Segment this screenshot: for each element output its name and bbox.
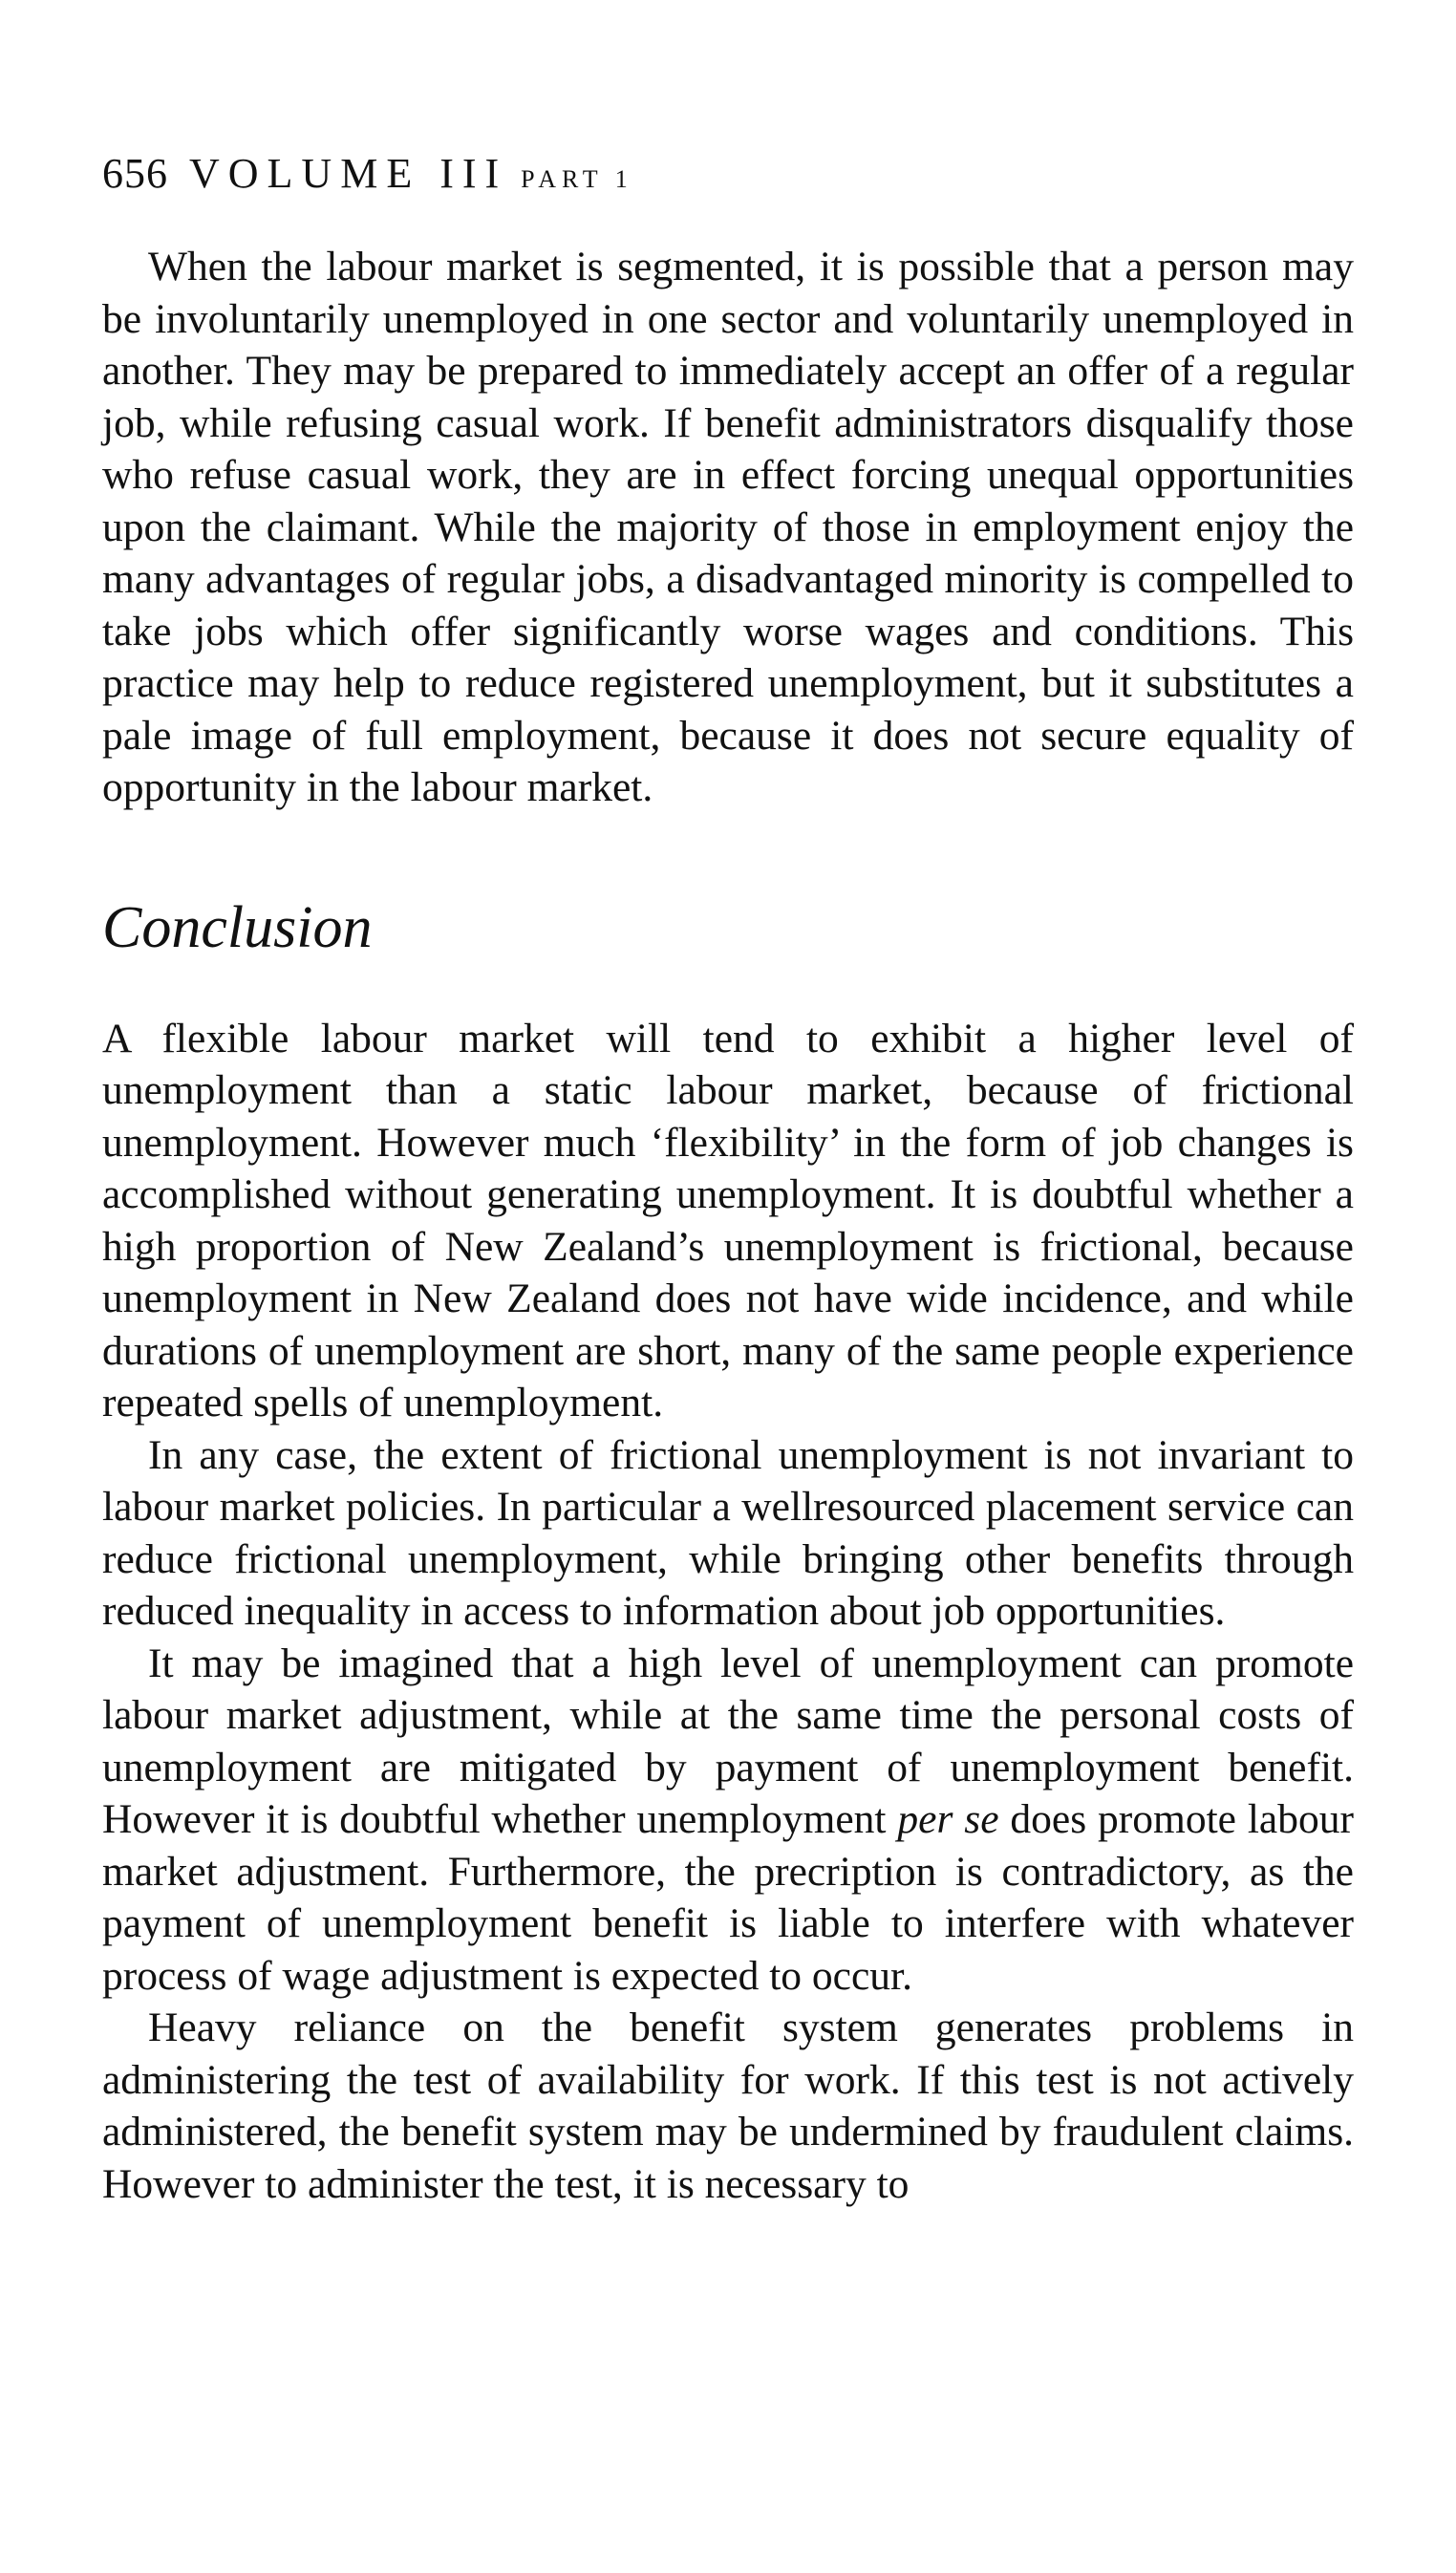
running-head <box>102 150 1354 197</box>
paragraph-adjustment <box>102 1638 1354 2003</box>
paragraph-adjustment-text-b: does promote labour market adjustment. Furthermore, the precription is contradictory, as the payment of unemployment benefit is liable to interfere with whatever process of wage adjustment is expected to occur. <box>102 1796 1354 1999</box>
paragraph-segmented-labour-market: When the labour market is segmented, it is possible that a person may be involuntarily unemployed in one sector and voluntarily unemployed in another. They may be prepared to immediately accept an offer of a regular job, while refusing casual work. If benefit administrators disqualify those who refuse casual work, they are in effect forcing unequal opportunities upon the claimant. While the majority of those in employment enjoy the many advantages of regular jobs, a disadvantaged minority is compelled to take jobs which offer significantly worse wages and conditions. This practice may help to reduce registered unemployment, but it substitutes a pale image of full employment, because it does not secure equality of opportunity in the labour market. <box>102 244 1354 810</box>
paragraph-adjustment-italic: per se <box>897 1796 999 1842</box>
volume-label: VOLUME III <box>189 150 508 197</box>
section-heading: Conclusion <box>102 894 373 960</box>
paragraph-adjustment-text-a: It may be imagined that a high level of unemployment can promote labour market adjustment, while at the same time the personal costs of unemployment are mitigated by payment of unemployment benefit. However it is doubtful whether unemployment <box>102 1640 1354 1842</box>
page-number: 656 <box>102 150 168 197</box>
book-page <box>102 150 1354 2210</box>
part-label: PART 1 <box>521 165 633 193</box>
paragraph-frictional-unemployment: In any case, the extent of frictional unemployment is not invariant to labour market policies. In particular a wellresourced placement service can reduce frictional unemployment, while bringing other benefits through reduced inequality in access to information about job opportunities. <box>102 1431 1354 1634</box>
paragraph-benefit-system: Heavy reliance on the benefit system generates problems in administering the test of availability for work. If this test is not actively administered, the benefit system may be undermined by fraudulent claims. However to administer the test, it is necessary to <box>102 2005 1354 2207</box>
paragraph-flexible-labour-market: A flexible labour market will tend to exhibit a higher level of unemployment than a static labour market, because of frictional unemployment. However much ‘flexibility’ in the form of job changes is accomplished without generating unemployment. It is doubtful whether a high proportion of New Zealand’s unemployment is frictional, because unemployment in New Zealand does not have wide incidence, and while durations of unemployment are short, many of the same people experience repeated spells of unemployment. <box>102 1015 1354 1426</box>
